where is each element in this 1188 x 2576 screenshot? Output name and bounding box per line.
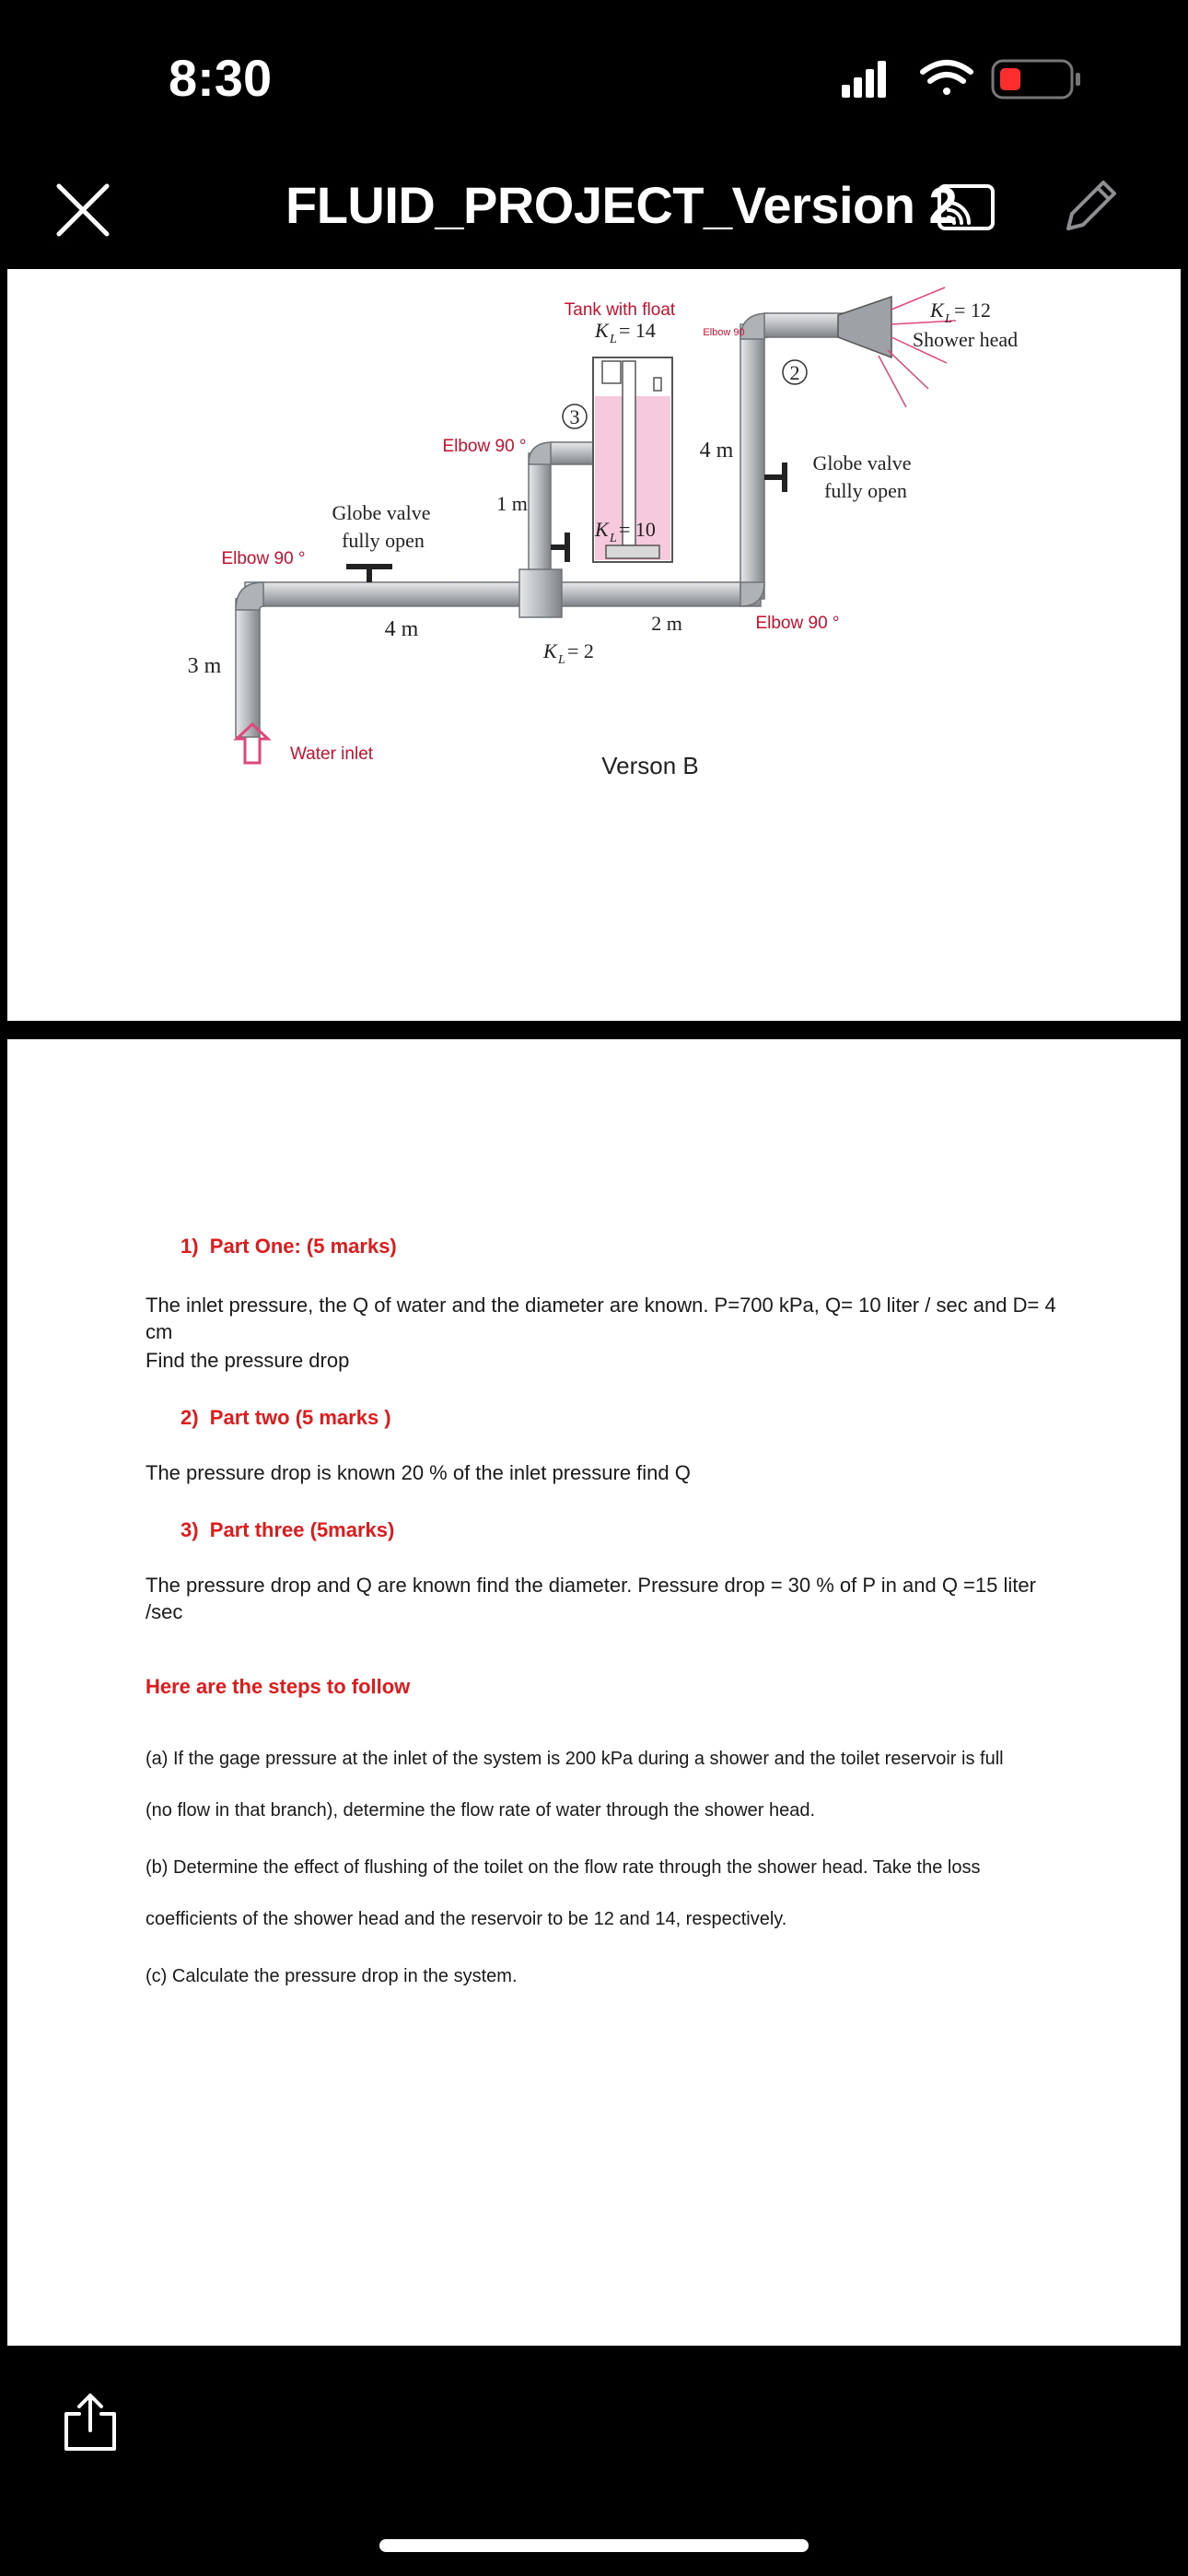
tee-kl-symbol: K	[543, 639, 557, 662]
part3-number: 3)	[181, 1518, 199, 1541]
share-button[interactable]	[59, 2390, 122, 2454]
elbow-left-upper-label: Elbow 90 °	[442, 437, 527, 456]
home-indicator[interactable]	[379, 2539, 809, 2552]
tank-kl-symbol: K	[595, 319, 609, 342]
elbow-tank-branch	[529, 442, 553, 464]
shower-kl-symbol: K	[930, 299, 944, 322]
tank-label: Tank with float	[564, 300, 676, 320]
reservoir-kl-symbol: K	[595, 518, 609, 541]
step-b-line-1: (b) Determine the effect of flushing of the toilet on the flow rate through the shower head. Take the loss	[146, 1857, 981, 1878]
part2-title: Part two (5 marks )	[209, 1406, 391, 1429]
water-inlet-label: Water inlet	[289, 744, 374, 764]
dim-3m: 3 m	[187, 654, 222, 678]
step-b-line-2: coefficients of the shower head and the reservoir to be 12 and 14, respectively.	[146, 1909, 787, 1929]
step-a-line-1: (a) If the gage pressure at the inlet of the system is 200 kPa during a shower and the toilet reservoir is full	[146, 1749, 1004, 1769]
part1-heading	[181, 1233, 397, 1260]
cellular-signal-icon	[842, 61, 886, 98]
part2-heading	[181, 1404, 391, 1432]
step-a-line-2: (no flow in that branch), determine the flow rate of water through the shower head.	[146, 1800, 816, 1821]
tank-kl-subscript: L	[610, 333, 617, 346]
globe-valve-right-label-2: fully open	[824, 479, 907, 502]
part1-text: The inlet pressure, the Q of water and the diameter are known. P=700 kPa, Q= 10 liter / sec and D= 4 cm	[146, 1294, 1056, 1343]
globe-valve-right-label-1: Globe valve	[812, 451, 912, 474]
shower-kl-value: = 12	[954, 299, 991, 322]
dim-1m: 1 m	[496, 492, 528, 515]
battery-low-icon	[993, 61, 1080, 98]
tee-kl-subscript: L	[558, 653, 565, 667]
part3-title: Part three (5marks)	[209, 1518, 395, 1541]
node-3-label: 3	[569, 405, 580, 428]
reservoir-kl-subscript: L	[610, 532, 617, 545]
document-page-1	[7, 269, 1181, 1021]
dim-4m-left: 4 m	[384, 617, 419, 641]
dim-4m-right: 4 m	[699, 439, 734, 463]
elbow-top-right-label: Elbow 90	[703, 327, 745, 338]
globe-valve-right	[764, 463, 785, 492]
part1-title: Part One: (5 marks)	[209, 1235, 397, 1258]
dim-2m: 2 m	[651, 612, 682, 635]
share-icon	[66, 2395, 114, 2449]
cast-icon	[939, 186, 993, 228]
part3-text: The pressure drop and Q are known find the diameter. Pressure drop = 30 % of P in and Q =15 liter /sec	[146, 1574, 1036, 1623]
reservoir-kl-value: = 10	[619, 518, 656, 541]
part1-number: 1)	[181, 1235, 199, 1258]
tee-junction	[519, 569, 562, 617]
close-icon	[59, 186, 107, 234]
status-time: 8:30	[169, 49, 273, 107]
status-indicators	[838, 53, 1087, 103]
steps-heading: Here are the steps to follow	[146, 1675, 411, 1698]
step-c-line: (c) Calculate the pressure drop in the system.	[146, 1966, 518, 1986]
tank-branch-vertical	[529, 453, 551, 586]
tank-kl-value: = 14	[619, 319, 656, 342]
shower-vertical-pipe	[740, 324, 764, 599]
main-horizontal-pipe	[245, 582, 761, 606]
tank-feed-pipe	[551, 442, 593, 464]
shower-kl-subscript: L	[945, 312, 952, 326]
part1-find: Find the pressure drop	[146, 1349, 350, 1372]
document-title: FLUID_PROJECT_Version 2	[285, 176, 958, 234]
globe-valve-left-label-2: fully open	[342, 529, 425, 552]
shower-head-label: Shower head	[912, 328, 1019, 351]
part3-heading	[181, 1516, 394, 1544]
markup-button[interactable]	[1057, 175, 1122, 240]
node-2-label: 2	[789, 361, 800, 384]
wifi-icon	[923, 63, 971, 95]
elbow-inlet	[236, 582, 263, 610]
part2-text: The pressure drop is known 20 % of the inlet pressure find Q	[146, 1461, 691, 1484]
inlet-vertical-pipe	[236, 599, 260, 737]
version-label: Verson B	[601, 752, 699, 779]
pencil-icon	[1068, 182, 1114, 228]
shower-arm-pipe	[764, 313, 845, 337]
cast-button[interactable]	[936, 182, 996, 232]
piping-system-diagram	[7, 269, 1181, 1021]
globe-valve-left	[346, 567, 392, 582]
close-button[interactable]	[53, 181, 112, 240]
elbow-bottom-right-label: Elbow 90 °	[755, 614, 840, 633]
part2-number: 2)	[181, 1406, 199, 1429]
elbow-left-label: Elbow 90 °	[221, 549, 306, 568]
globe-valve-left-label-1: Globe valve	[332, 501, 431, 524]
document-page-2	[7, 1039, 1181, 2346]
tee-kl-value: = 2	[567, 639, 594, 662]
globe-valve-branch	[551, 533, 567, 562]
